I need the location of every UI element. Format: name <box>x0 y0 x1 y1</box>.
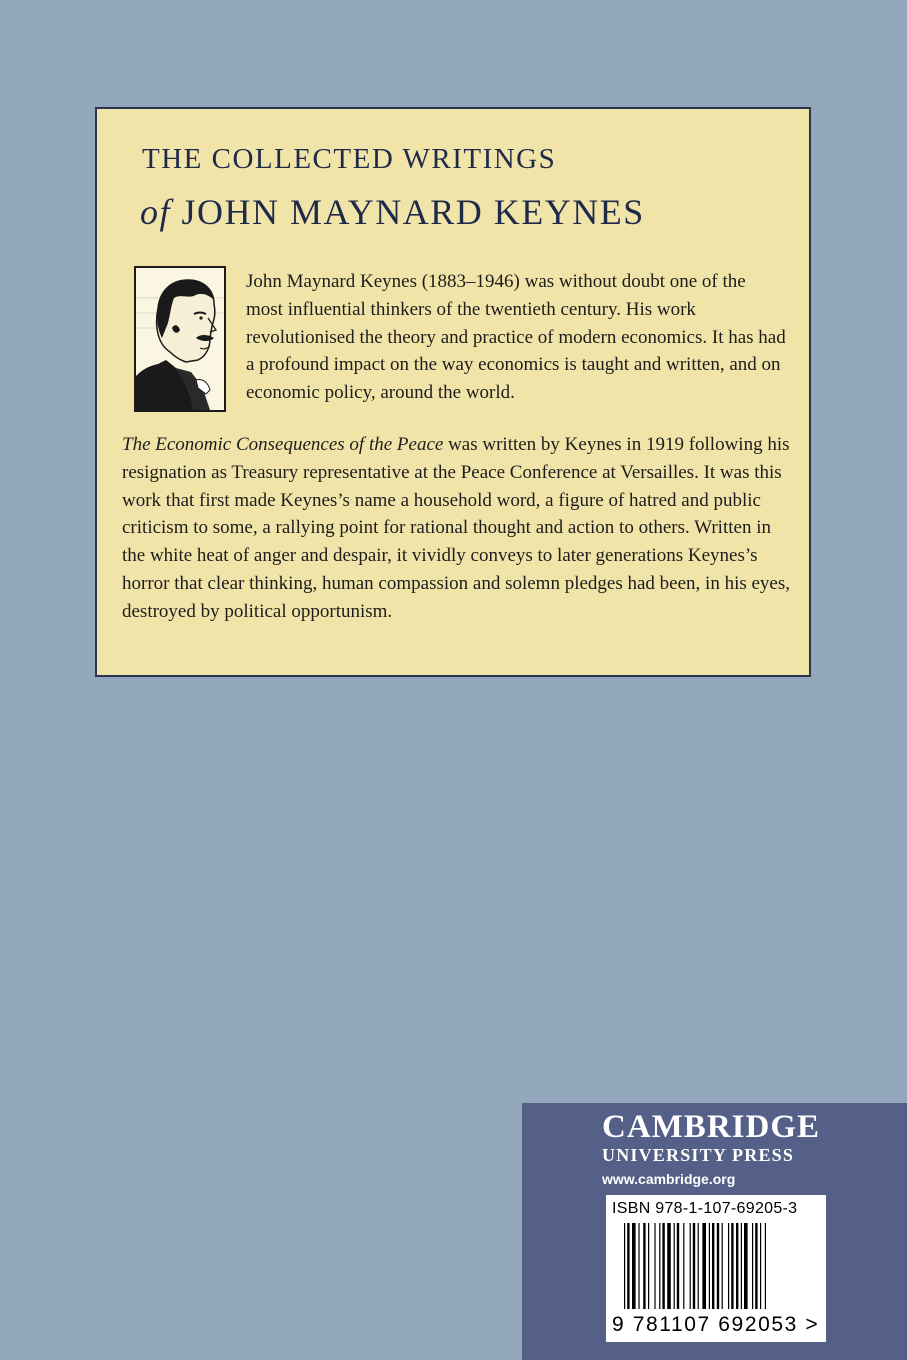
barcode-bar <box>752 1223 753 1309</box>
barcode-bar <box>638 1223 639 1309</box>
barcode-bar <box>765 1223 766 1309</box>
publisher-name: CAMBRIDGE <box>602 1109 821 1145</box>
book-title: The Economic Consequences of the Peace <box>122 434 444 455</box>
barcode-bar <box>674 1223 675 1309</box>
barcode-bar <box>722 1223 723 1309</box>
book-description <box>122 431 792 626</box>
barcode-bar <box>755 1223 757 1309</box>
barcode-bar <box>627 1223 629 1309</box>
barcode-digits: 9 781107 692053 > <box>612 1313 820 1336</box>
author-name: JOHN MAYNARD KEYNES <box>181 192 645 232</box>
barcode-bar <box>741 1223 742 1309</box>
barcode-bar <box>728 1223 729 1309</box>
barcode-bar <box>648 1223 649 1309</box>
barcode-label <box>606 1195 826 1342</box>
barcode-bar <box>709 1223 710 1309</box>
series-title: THE COLLECTED WRITINGS <box>142 143 557 175</box>
barcode-bar <box>677 1223 679 1309</box>
barcode-bar <box>717 1223 719 1309</box>
author-bio: John Maynard Keynes (1883–1946) was without doubt one of the most influential thinkers of the twentieth century. His work revolutionised the theory and practice of modern economics. It has had a profound impact on the way economics is taught and written, and on economic policy, around the world. <box>246 271 786 404</box>
barcode-bar <box>698 1223 699 1309</box>
of-word: of <box>140 192 172 232</box>
author-portrait <box>134 266 226 412</box>
barcode-bar <box>624 1223 625 1309</box>
barcode-bar <box>659 1223 660 1309</box>
barcode-bar <box>690 1223 691 1309</box>
publisher-website: www.cambridge.org <box>602 1171 736 1187</box>
author-title <box>140 191 645 233</box>
publisher-box <box>522 1103 907 1360</box>
barcode-bar <box>683 1223 684 1309</box>
barcode-bar <box>744 1223 748 1309</box>
publisher-subname: UNIVERSITY PRESS <box>602 1145 795 1165</box>
barcode-bar <box>731 1223 733 1309</box>
barcode-bar <box>712 1223 714 1309</box>
barcode-bar <box>662 1223 664 1309</box>
book-description-body: was written by Keynes in 1919 following his resignation as Treasury representative at the Peace Conference at Versailles. It was this work that first made Keynes’s name a household word, a figure of hatred and public criticism to some, a rallying point for rational thought and action to others. Written in the white heat of anger and despair, it vividly conveys to later generations Keynes’s horror that clear thinking, human compassion and solemn pledges had been, in his eyes, destroyed by political opportunism. <box>122 434 791 622</box>
barcode-bar <box>736 1223 738 1309</box>
description-panel <box>95 107 811 677</box>
barcode-bar <box>643 1223 645 1309</box>
barcode-bar <box>654 1223 655 1309</box>
barcode-bar <box>693 1223 695 1309</box>
barcode-bar <box>760 1223 761 1309</box>
barcode-bar <box>632 1223 636 1309</box>
barcode-bar <box>667 1223 671 1309</box>
isbn-text: ISBN 978-1-107-69205-3 <box>612 1200 798 1217</box>
barcode <box>612 1223 820 1313</box>
barcode-bar <box>702 1223 706 1309</box>
